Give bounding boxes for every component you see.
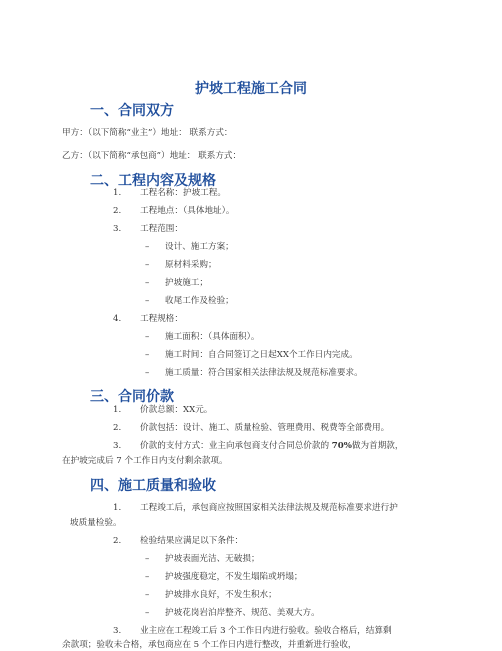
spec-bullet-quality: 施工质量：符合国家相关法律法规及规范标准要求。 (165, 368, 363, 378)
section-heading-scope: 二、工程内容及规格 (90, 173, 216, 189)
condition-bullet-granite: 护坡花岗岩泊岸整齐、规范、美观大方。 (165, 608, 320, 618)
document-title: 护坡工程施工合同 (195, 81, 307, 97)
scope-bullet-design: 设计、施工方案； (165, 242, 234, 252)
item-number: 1. (113, 405, 122, 415)
condition-bullet-surface: 护坡表面光洁、无破损； (165, 554, 260, 564)
item-number: 3. (113, 441, 122, 451)
dash-bullet: – (145, 590, 150, 600)
dash-bullet: – (145, 554, 150, 564)
payment-percent: 70% (331, 441, 352, 451)
payment-method-line-1 (140, 441, 404, 452)
item-number: 1. (113, 188, 122, 198)
condition-bullet-strength: 护坡强度稳定，不发生塌陷或坍塌； (165, 572, 303, 582)
item-text-scope: 工程范围： (140, 224, 183, 234)
item-number: 4. (113, 314, 122, 324)
item-number: 2. (113, 423, 122, 433)
acceptance-line-1: 业主应在工程竣工后 3 个工作日内进行验收。验收合格后，结算剩 (140, 626, 392, 636)
item-text-project-name: 工程名称：护坡工程。 (140, 188, 226, 198)
section-heading-parties: 一、合同双方 (90, 103, 174, 119)
dash-bullet: – (145, 332, 150, 342)
item-number: 2. (113, 206, 122, 216)
spec-bullet-area: 施工面积：（具体面积）。 (165, 332, 260, 342)
item-number: 2. (113, 536, 122, 546)
section-heading-quality: 四、施工质量和验收 (90, 478, 216, 494)
scope-bullet-inspection: 收尾工作及检验； (165, 296, 234, 306)
quality-item-1-line-1: 工程竣工后，承包商应按照国家相关法律法规及规范标准要求进行护 (140, 503, 398, 513)
dash-bullet: – (145, 242, 150, 252)
dash-bullet: – (145, 368, 150, 378)
item-number: 3. (113, 626, 122, 636)
scope-bullet-materials: 原材料采购； (165, 260, 217, 270)
party-b-line: 乙方：（以下简称“承包商”）地址： 联系方式： (62, 151, 242, 161)
party-a-line: 甲方：（以下简称“业主”）地址： 联系方式： (62, 128, 233, 138)
price-includes: 价款包括：设计、施工、质量检验、管理费用、税费等全部费用。 (140, 423, 390, 433)
section-heading-price: 三、合同价款 (90, 389, 174, 405)
quality-item-1-line-2: 坡质量检验。 (70, 518, 122, 528)
dash-bullet: – (145, 608, 150, 618)
scope-bullet-construction: 护坡施工； (165, 278, 208, 288)
dash-bullet: – (145, 296, 150, 306)
dash-bullet: – (145, 350, 150, 360)
dash-bullet: – (145, 278, 150, 288)
item-text-location: 工程地点：（具体地址）。 (140, 206, 235, 216)
acceptance-line-2: 余款项；验收未合格，承包商应在 5 个工作日内进行整改，并重新进行验收， (62, 640, 357, 650)
quality-conditions: 检验结果应满足以下条件： (140, 536, 244, 546)
payment-method-line-2: 在护坡完成后 7 个工作日内支付剩余款项。 (62, 456, 228, 466)
spec-bullet-time: 施工时间：自合同签订之日起XX个工作日内完成。 (165, 350, 358, 360)
dash-bullet: – (145, 260, 150, 270)
price-total: 价款总额：XX元。 (140, 405, 213, 415)
condition-bullet-drainage: 护坡排水良好，不发生积水； (165, 590, 277, 600)
payment-text-a: 价款的支付方式：业主向承包商支付合同总价款的 (140, 441, 332, 451)
payment-text-b: 做为首期款， (351, 441, 404, 451)
dash-bullet: – (145, 572, 150, 582)
item-text-specs: 工程规格： (140, 314, 183, 324)
item-number: 3. (113, 224, 122, 234)
item-number: 1. (113, 503, 122, 513)
